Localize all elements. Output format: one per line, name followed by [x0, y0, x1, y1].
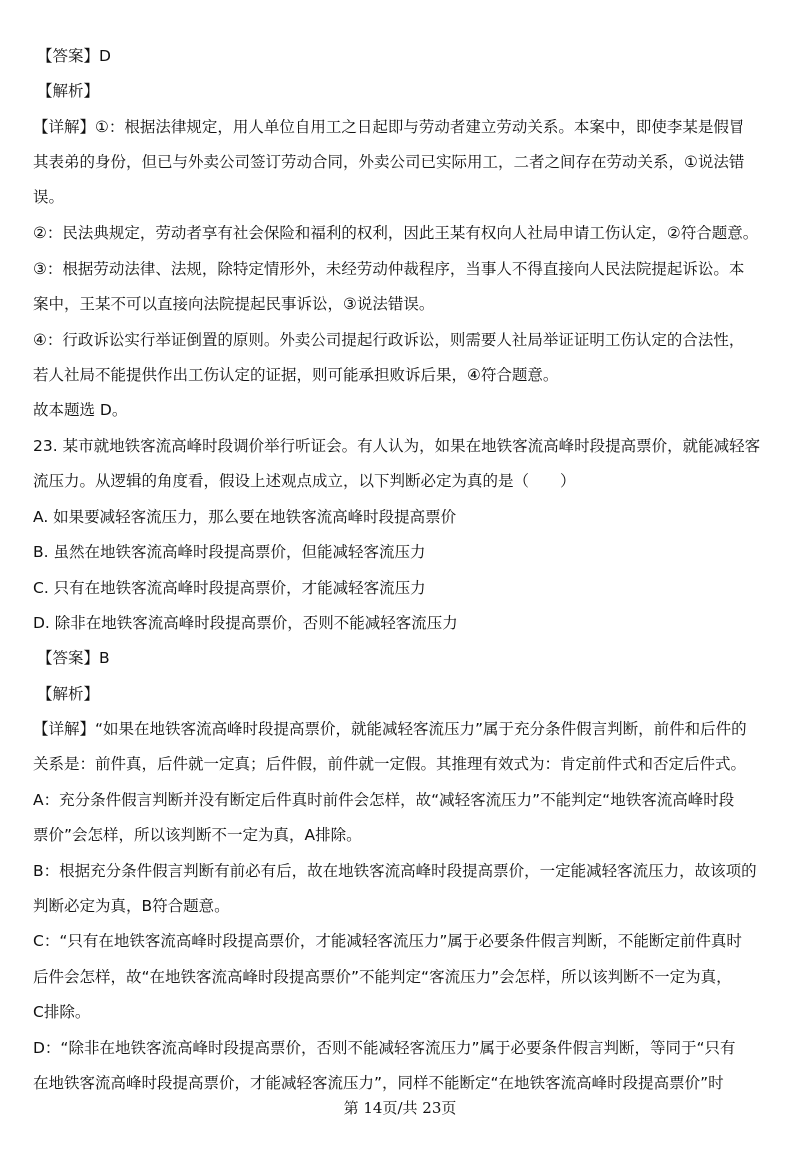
- answer-label-1: 【答案】D: [37, 47, 111, 65]
- explanation-line: 误。: [33, 188, 65, 206]
- explanation-line: 票价”会怎样，所以该判断不一定为真，A排除。: [33, 826, 362, 844]
- explanation-line: C：“只有在地铁客流高峰时段提高票价，才能减轻客流压力”属于必要条件假言判断，不能断定前件真时: [33, 932, 742, 950]
- explanation-line: 【详解】①：根据法律规定，用人单位自用工之日起即与劳动者建立劳动关系。本案中，即使李某是假冒: [33, 118, 745, 136]
- option-a: A. 如果要减轻客流压力，那么要在地铁客流高峰时段提高票价: [33, 508, 457, 526]
- question-23-stem: 流压力。从逻辑的角度看，假设上述观点成立，以下判断必定为真的是（ ）: [33, 472, 576, 490]
- explanation-line: B：根据充分条件假言判断有前必有后，故在地铁客流高峰时段提高票价，一定能减轻客流压力，故该项的: [33, 862, 757, 880]
- option-b: B. 虽然在地铁客流高峰时段提高票价，但能减轻客流压力: [33, 543, 426, 561]
- explanation-line: D：“除非在地铁客流高峰时段提高票价，否则不能减轻客流压力”属于必要条件假言判断，等同于“只有: [33, 1039, 736, 1057]
- option-c: C. 只有在地铁客流高峰时段提高票价，才能减轻客流压力: [33, 579, 426, 597]
- explanation-line: C排除。: [33, 1003, 91, 1021]
- explanation-line: 其表弟的身份，但已与外卖公司签订劳动合同，外卖公司已实际用工，二者之间存在劳动关系，①说法错: [33, 153, 745, 171]
- explanation-line: 案中，王某不可以直接向法院提起民事诉讼，③说法错误。: [33, 295, 435, 313]
- explanation-line: ③：根据劳动法律、法规，除特定情形外，未经劳动仲裁程序，当事人不得直接向人民法院提起诉讼。本: [33, 260, 745, 278]
- explanation-line: 【详解】“如果在地铁客流高峰时段提高票价，就能减轻客流压力”属于充分条件假言判断，前件和后件的: [33, 720, 747, 738]
- page-number-footer: 第 14页/共 23页: [343, 1099, 457, 1117]
- explanation-line: 关系是：前件真，后件就一定真；后件假，前件就一定假。其推理有效式为：肯定前件式和否定后件式。: [33, 755, 747, 773]
- explanation-line: 后件会怎样，故“在地铁客流高峰时段提高票价”不能判定“客流压力”会怎样，所以该判断不一定为真，: [33, 968, 732, 986]
- conclusion-line: 故本题选 D。: [33, 401, 128, 419]
- explanation-line: ②：民法典规定，劳动者享有社会保险和福利的权利，因此王某有权向人社局申请工伤认定，②符合题意。: [33, 224, 759, 242]
- analysis-label-2: 【解析】: [37, 685, 100, 703]
- explanation-line: ④：行政诉讼实行举证倒置的原则。外卖公司提起行政诉讼，则需要人社局举证证明工伤认定的合法性，: [33, 331, 745, 349]
- question-23-stem: 23. 某市就地铁客流高峰时段调价举行听证会。有人认为，如果在地铁客流高峰时段提高票价，就能减轻客: [33, 437, 761, 455]
- explanation-line: 判断必定为真，B符合题意。: [33, 897, 230, 915]
- analysis-label-1: 【解析】: [37, 82, 100, 100]
- explanation-line: 在地铁客流高峰时段提高票价，才能减轻客流压力”，同样不能断定“在地铁客流高峰时段提高票价”时: [33, 1074, 724, 1092]
- explanation-line: 若人社局不能提供作出工伤认定的证据，则可能承担败诉后果，④符合题意。: [33, 366, 559, 384]
- option-d: D. 除非在地铁客流高峰时段提高票价，否则不能减轻客流压力: [33, 614, 458, 632]
- explanation-line: A：充分条件假言判断并没有断定后件真时前件会怎样，故“减轻客流压力”不能判定“地铁客流高峰时段: [33, 791, 735, 809]
- answer-label-2: 【答案】B: [37, 649, 110, 667]
